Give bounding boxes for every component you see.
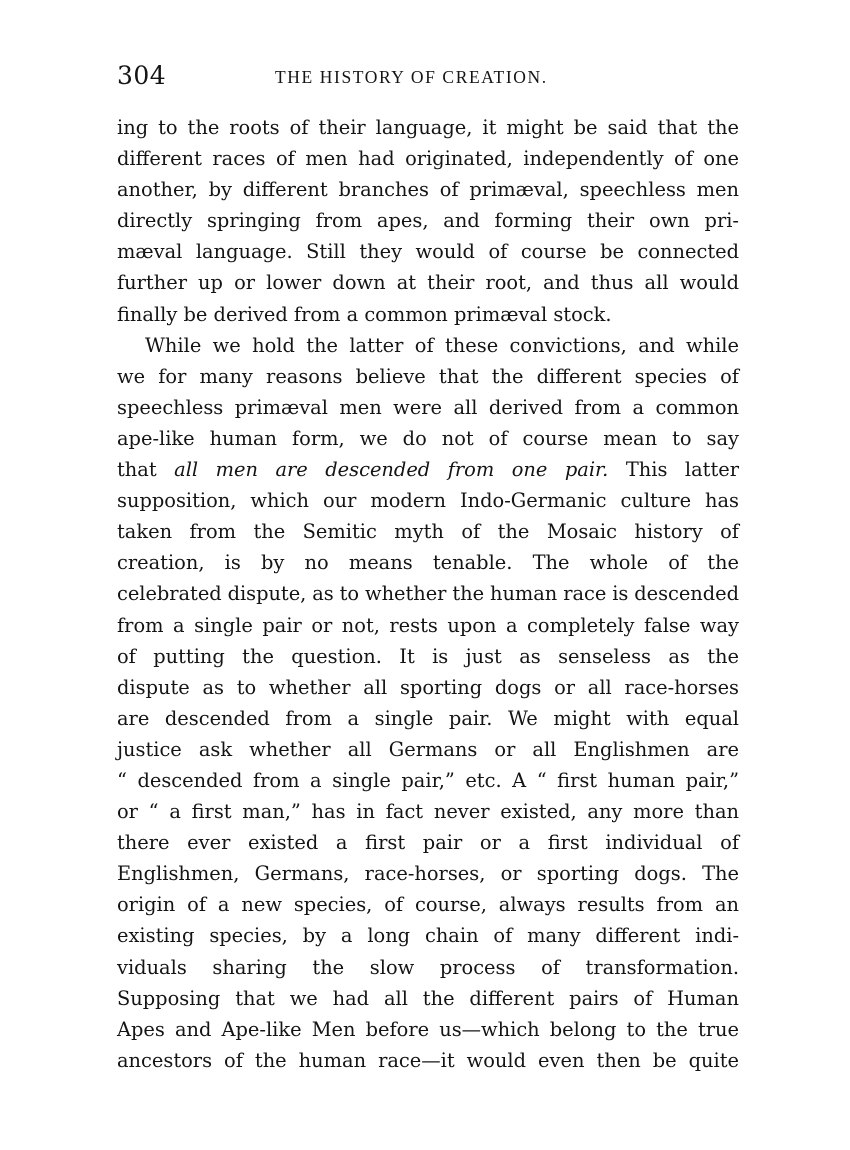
text-line: origin of a new species, of course, always results from an <box>117 893 739 917</box>
text-segment: This latter <box>608 458 739 482</box>
text-line: existing species, by a long chain of many different indi- <box>117 924 739 948</box>
italic-phrase: all men are descended from one pair. <box>174 458 609 482</box>
text-line: justice ask whether all Germans or all Englishmen are <box>117 737 739 761</box>
text-line: creation, is by no means tenable. The whole of the <box>117 551 739 575</box>
text-line: of putting the question. It is just as senseless as the <box>117 644 739 668</box>
text-line: different races of men had originated, independently of one <box>117 147 739 171</box>
page-number: 304 <box>117 61 167 90</box>
text-line: are descended from a single pair. We might with equal <box>117 706 739 730</box>
page-header <box>117 60 739 92</box>
text-line: speechless primæval men were all derived from a common <box>117 395 739 419</box>
text-line: mæval language. Still they would of course be connected <box>117 240 739 264</box>
text-line: Apes and Ape-like Men before us—which belong to the true <box>117 1017 739 1041</box>
text-line: finally be derived from a common primæval stock. <box>117 302 612 326</box>
running-title: THE HISTORY OF CREATION. <box>275 67 548 87</box>
text-line: celebrated dispute, as to whether the human race is descended <box>117 582 739 606</box>
text-line: ing to the roots of their language, it might be said that the <box>117 116 739 139</box>
text-line: While we hold the latter of these convictions, and while <box>145 333 739 357</box>
text-line: directly springing from apes, and forming their own pri- <box>117 209 739 233</box>
text-segment: that <box>117 458 175 482</box>
text-line: from a single pair or not, rests upon a completely false way <box>117 613 739 637</box>
text-line: Supposing that we had all the different pairs of Human <box>117 986 739 1010</box>
text-line: viduals sharing the slow process of transformation. <box>117 955 739 979</box>
paragraph-2 <box>117 330 739 1076</box>
text-line: ape-like human form, we do not of course mean to say <box>117 426 739 450</box>
text-line: dispute as to whether all sporting dogs or all race-horses <box>117 675 739 699</box>
text-line: or “ a first man,” has in fact never existed, any more than <box>117 800 739 824</box>
text-line: Englishmen, Germans, race-horses, or sporting dogs. The <box>117 862 739 886</box>
text-line: another, by different branches of primæval, speechless men <box>117 178 739 202</box>
body-text <box>117 112 739 1076</box>
text-line: further up or lower down at their root, and thus all would <box>117 271 739 295</box>
text-line: “ descended from a single pair,” etc. A “ first human pair,” <box>117 768 739 792</box>
text-line: we for many reasons believe that the different species of <box>117 364 739 388</box>
text-line: supposition, which our modern Indo-Germanic culture has <box>117 489 739 513</box>
text-line-with-italic <box>117 454 739 485</box>
paragraph-1 <box>117 112 739 330</box>
text-line: taken from the Semitic myth of the Mosaic history of <box>117 520 739 544</box>
text-line: there ever existed a first pair or a first individual of <box>117 831 739 855</box>
text-line: ancestors of the human race—it would even then be quite <box>117 1048 739 1072</box>
